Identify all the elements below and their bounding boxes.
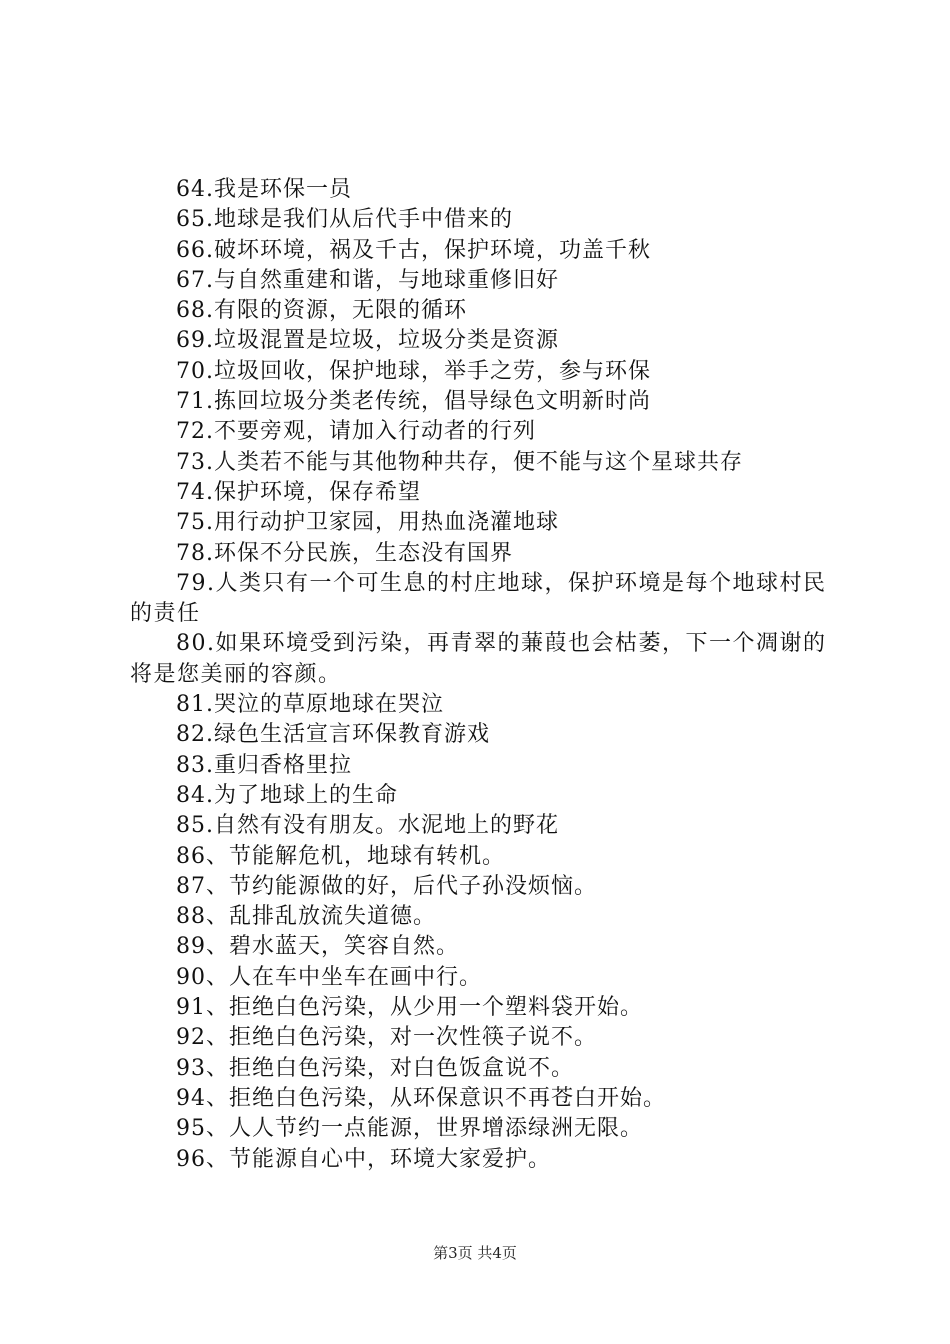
text-line: 65.地球是我们从后代手中借来的 bbox=[176, 207, 513, 233]
text-line: 88、乱排乱放流失道德。 bbox=[176, 904, 436, 930]
text-line: 84.为了地球上的生命 bbox=[176, 782, 398, 808]
text-line: 96、节能源自心中，环境大家爱护。 bbox=[176, 1146, 551, 1172]
text-line: 73.人类若不能与其他物种共存，便不能与这个星球共存 bbox=[176, 449, 743, 475]
page-number-footer: 第3页 共4页 bbox=[433, 1244, 517, 1262]
text-line: 91、拒绝白色污染，从少用一个塑料袋开始。 bbox=[176, 995, 643, 1021]
text-line: 69.垃圾混置是垃圾，垃圾分类是资源 bbox=[176, 328, 559, 354]
text-line: 82.绿色生活宣言环保教育游戏 bbox=[176, 722, 490, 748]
text-paragraph-wrapped: 79.人类只有一个可生息的村庄地球，保护环境是每个地球村民的责任 bbox=[130, 570, 827, 627]
text-line: 64.我是环保一员 bbox=[176, 177, 352, 202]
text-line: 70.垃圾回收，保护地球，举手之劳，参与环保 bbox=[176, 358, 651, 384]
text-line: 87、节约能源做的好，后代子孙没烦恼。 bbox=[176, 873, 597, 899]
text-line: 86、节能解危机，地球有转机。 bbox=[176, 843, 505, 869]
text-line: 67.与自然重建和谐，与地球重修旧好 bbox=[176, 267, 559, 293]
text-line: 89、碧水蓝天，笑容自然。 bbox=[176, 934, 459, 960]
text-line: 95、人人节约一点能源，世界增添绿洲无限。 bbox=[176, 1116, 643, 1142]
text-line: 92、拒绝白色污染，对一次性筷子说不。 bbox=[176, 1025, 597, 1051]
text-line: 94、拒绝白色污染，从环保意识不再苍白开始。 bbox=[176, 1085, 666, 1111]
text-line: 81.哭泣的草原地球在哭泣 bbox=[176, 692, 444, 718]
text-line: 72.不要旁观，请加入行动者的行列 bbox=[176, 419, 536, 445]
text-line: 71.拣回垃圾分类老传统，倡导绿色文明新时尚 bbox=[176, 389, 651, 415]
document-body bbox=[130, 175, 830, 1175]
text-line: 66.破坏环境，祸及千古，保护环境，功盖千秋 bbox=[176, 237, 651, 263]
text-paragraph-wrapped: 80.如果环境受到污染，再青翠的蒹葭也会枯萎，下一个凋谢的将是您美丽的容颜。 bbox=[130, 631, 827, 687]
text-line: 85.自然有没有朋友。水泥地上的野花 bbox=[176, 813, 559, 839]
text-line: 93、拒绝白色污染，对白色饭盒说不。 bbox=[176, 1055, 574, 1081]
text-line: 68.有限的资源，无限的循环 bbox=[176, 298, 467, 324]
text-line: 83.重归香格里拉 bbox=[176, 752, 352, 778]
text-line: 90、人在车中坐车在画中行。 bbox=[176, 964, 482, 990]
text-line: 75.用行动护卫家园，用热血浇灌地球 bbox=[176, 510, 559, 536]
text-line: 78.环保不分民族，生态没有国界 bbox=[176, 540, 513, 566]
text-line: 74.保护环境，保存希望 bbox=[176, 479, 421, 505]
